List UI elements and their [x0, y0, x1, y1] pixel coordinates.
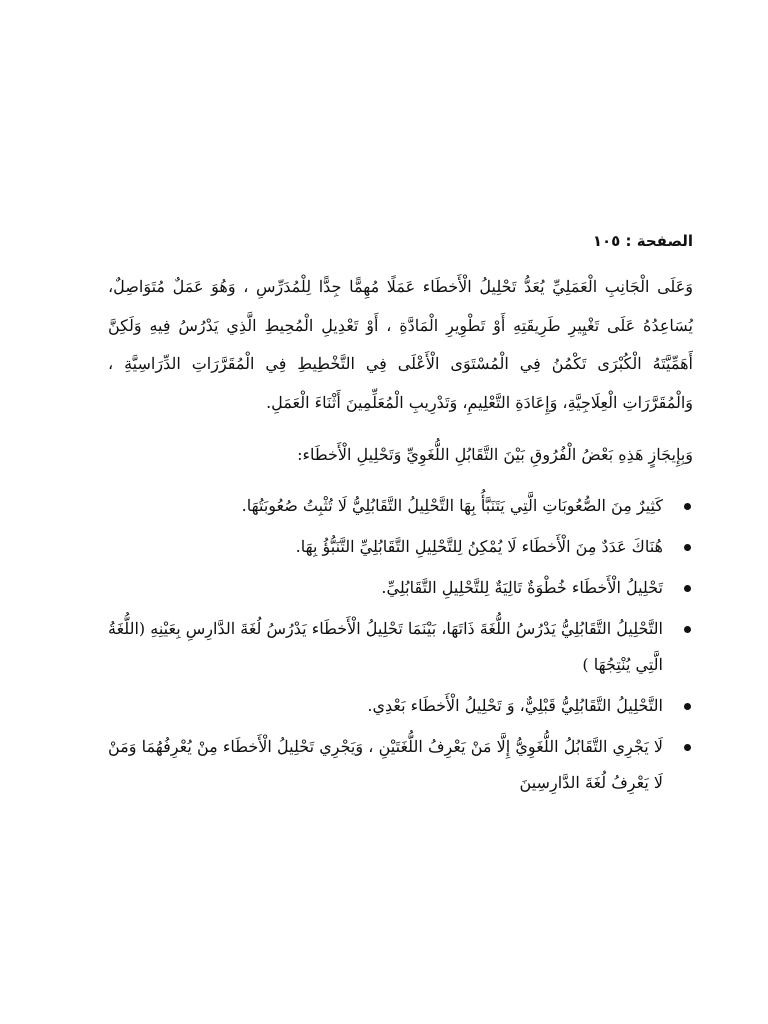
bullet-icon: [684, 503, 691, 510]
list-item-text: التَّحْلِيلُ التَّقَابُلِيُّ يَدْرُسُ اللُّغَةَ ذَاتَهَا، بَيْنَمَا تَحْلِيلُ الْأَخطَاء يَدْرُسُ لُغَةَ الدَّارِسِ بِعَيْنِهِ (اللُّغَةُ الَّتِي يُنْتِجُهَا ): [108, 619, 663, 674]
list-item-text: كَثِيرٌ مِنَ الصُّعُوبَاتِ الَّتِي يَتَنَبَّأُ بِهَا التَّحْلِيلُ التَّقَابُلِيُّ لَا تُثْبِتُ صُعُوبَتُهَا.: [241, 496, 663, 515]
list-item: [108, 570, 663, 606]
bullet-icon: [684, 703, 691, 710]
list-item: [108, 529, 663, 565]
list-item: [108, 611, 663, 683]
bullet-icon: [684, 544, 691, 551]
differences-list: [108, 488, 693, 801]
list-item: [108, 729, 663, 801]
differences-intro: وَبِإِيجَازٍ هَذِهِ بَعْضُ الْفُرُوقِ بَيْنَ التَّقَابُلِ اللُّغَوِيِّ وَتَحْلِيلِ الْأَخطَاء:: [297, 445, 693, 464]
bullet-icon: [684, 744, 691, 751]
bullet-icon: [684, 626, 691, 633]
list-item-text: هُنَاكَ عَدَدٌ مِنَ الْأَخطَاء لَا يُمْكِنُ لِلتَّحْلِيلِ التَّقَابُلِيِّ التَّنَبُّؤُ بِهَا.: [295, 537, 663, 556]
list-item: [108, 488, 663, 524]
list-item: [108, 688, 663, 724]
page-content: [108, 226, 693, 806]
body-paragraph: وَعَلَى الْجَانِبِ الْعَمَلِيِّ يُعَدُّ تَحْلِيلُ الْأَخطَاء عَمَلًا مُهِمًّا جِدًّا لِلْمُدَرِّسِ ، وَهُوَ عَمَلٌ مُتَوَاصِلٌ، يُسَاعِدُهُ عَلَى تَغْيِيرِ طَرِيقَتِهِ أَوْ تَطْوِيرِ الْمَادَّةِ ، أَوْ تَعْدِيلِ الْمُحِيطِ الَّذِي يَدْرُسُ فِيهِ وَلَكِنَّ أَهَمِّيَّتَهُ الْكُبْرَى تَكْمُنُ فِي الْمُسْتَوَى الْأَعْلَى فِي التَّخْطِيطِ فِي الْمُقَرَّرَاتِ الدِّرَاسِيَّةِ ، وَالْمُقَرَّرَاتِ الْعِلَاجِيَّةِ، وَإِعَادَةِ التَّعْلِيمِ، وَتَدْرِيبِ الْمُعَلِّمِينَ أَثْنَاءَ الْعَمَلِ.: [108, 277, 693, 412]
list-item-text: لَا يَجْرِي التَّقَابُلُ اللُّغَوِيُّ إِلَّا مَنْ يَعْرِفُ اللُّغَتَيْنِ ، وَيَجْرِي تَحْلِيلُ الْأَخطَاء مِنْ يُعْرِفُهُمَا وَمَنْ لَا يَعْرِفُ لُغَةَ الدَّارِسِينَ: [108, 737, 663, 792]
list-item-text: التَّحْلِيلُ التَّقَابُلِيُّ قَبْلِيٌّ، وَ تَحْلِيلُ الْأَخطَاء بَعْدِي.: [367, 696, 663, 715]
page-number: الصفحة : ١٠٥: [592, 232, 693, 250]
bullet-icon: [684, 585, 691, 592]
list-item-text: تَحْلِيلُ الْأَخطَاء خُطْوَةٌ تَالِيَةٌ لِلتَّحْلِيلِ التَّقَابُلِيِّ.: [381, 578, 663, 597]
